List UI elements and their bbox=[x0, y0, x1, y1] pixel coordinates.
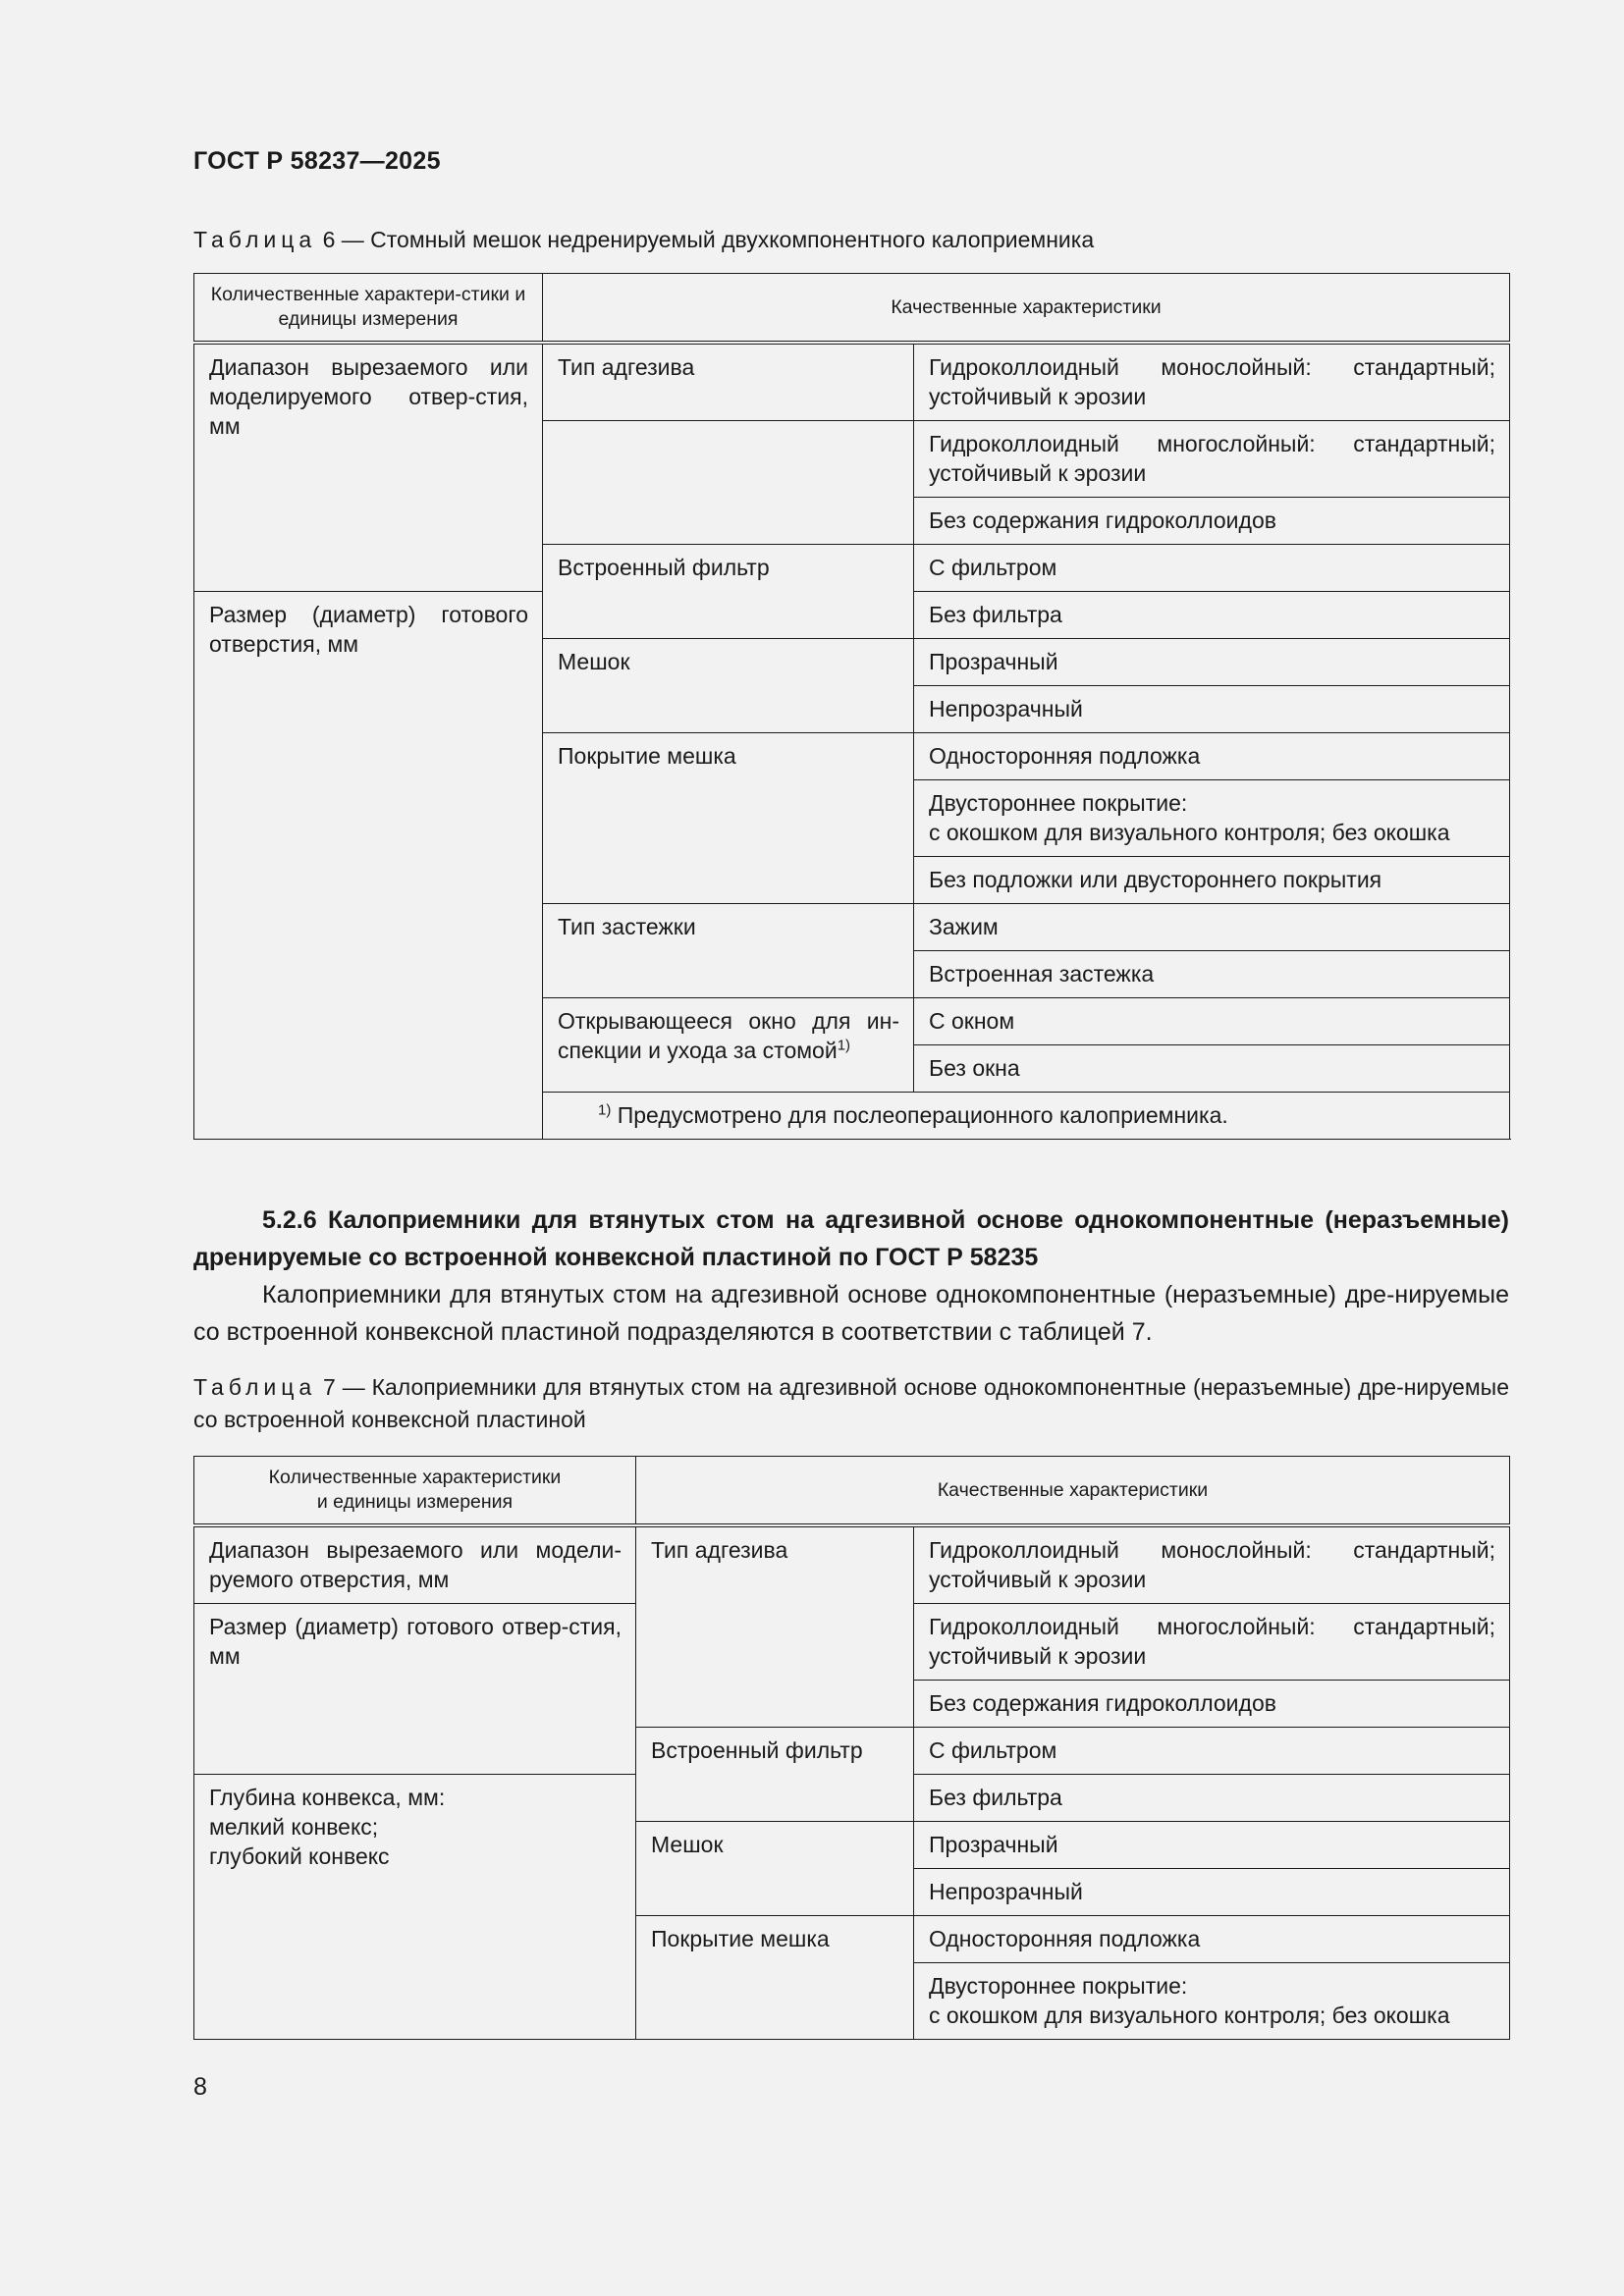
table-cell-cutout-range: Диапазон вырезаемого или модели-руемого отверстия, мм bbox=[194, 1525, 636, 1604]
section-heading: 5.2.6 Калоприемники для втянутых стом на адгезивной основе однокомпонентные (неразъемные) дренируемые со встроенной конвексной пластиной по ГОСТ Р 58235 bbox=[193, 1206, 1509, 1271]
document-header: ГОСТ Р 58237—2025 bbox=[193, 147, 441, 175]
table-cell-bag: Мешок bbox=[636, 1822, 914, 1916]
table-cell: Без содержания гидроколлоидов bbox=[914, 1681, 1510, 1728]
table-cell: Без содержания гидроколлоидов bbox=[914, 498, 1510, 545]
table-cell bbox=[914, 780, 1510, 857]
table-7 bbox=[193, 1456, 1510, 2040]
table-cell: Гидроколлоидный многослойный: стандартный; устойчивый к эрозии bbox=[914, 1604, 1510, 1681]
cell-line: Двустороннее покрытие: bbox=[929, 790, 1188, 816]
header-line: и единицы измерения bbox=[316, 1491, 514, 1513]
table-cell: Без подложки или двустороннего покрытия bbox=[914, 857, 1510, 904]
cell-line: с окошком для визуального контроля; без окошка bbox=[929, 2002, 1450, 2028]
section-5-2-6 bbox=[193, 1201, 1509, 1351]
header-quantitative: Количественные характери-стики и единицы измерения bbox=[194, 274, 543, 344]
header-quantitative bbox=[194, 1457, 636, 1526]
page-number: 8 bbox=[193, 2073, 207, 2101]
table-cell: Без фильтра bbox=[914, 592, 1510, 639]
table-cell-hole-size: Размер (диаметр) готового отвер-стия, мм bbox=[194, 1604, 636, 1775]
cell-line: Двустороннее покрытие: bbox=[929, 1973, 1188, 1999]
section-body: Калоприемники для втянутых стом на адгезивной основе однокомпонентные (неразъемные) дре-нируемые со встроенной конвексной пластиной подразделяются в соответствии с таблицей 7. bbox=[193, 1281, 1509, 1346]
table-header-row bbox=[194, 274, 1510, 344]
footnote-ref: 1) bbox=[837, 1037, 851, 1054]
header-qualitative: Качественные характеристики bbox=[543, 274, 1510, 344]
table-7-caption-text: 7 — Калоприемники для втянутых стом на адгезивной основе однокомпонентные (неразъемные) дре-нируемые со встроенной конвексной пластиной bbox=[193, 1374, 1509, 1432]
cell-line: с окошком для визуального контроля; без окошка bbox=[929, 820, 1450, 845]
footnote-mark: 1) bbox=[598, 1101, 612, 1119]
table-header-row bbox=[194, 1457, 1510, 1526]
table-cell: Прозрачный bbox=[914, 639, 1510, 686]
table-cell: Без окна bbox=[914, 1045, 1510, 1093]
table-cell: С фильтром bbox=[914, 545, 1510, 592]
cell-line: Глубина конвекса, мм: bbox=[209, 1785, 446, 1810]
table-6-caption bbox=[193, 224, 1509, 256]
table-cell-adhesive-type: Тип адгезива bbox=[543, 343, 914, 421]
table-6 bbox=[193, 273, 1510, 1140]
window-label: Открывающееся окно для ин-спекции и ухода за стомой bbox=[558, 1008, 899, 1063]
cell-line: глубокий конвекс bbox=[209, 1843, 390, 1869]
header-line: Количественные характеристики bbox=[268, 1467, 562, 1488]
table-cell: Гидроколлоидный монослойный: стандартный; устойчивый к эрозии bbox=[914, 343, 1510, 421]
table-cell: Односторонняя подложка bbox=[914, 1916, 1510, 1963]
table-row bbox=[194, 343, 1510, 421]
table-cell-bag-cover: Покрытие мешка bbox=[543, 733, 914, 904]
footnote-text: Предусмотрено для послеоперационного калоприемника. bbox=[611, 1102, 1228, 1128]
table-7-caption bbox=[193, 1371, 1509, 1436]
table-cell: С фильтром bbox=[914, 1728, 1510, 1775]
table-cell-hole-size: Размер (диаметр) готового отверстия, мм bbox=[194, 592, 543, 1140]
cell-line: мелкий конвекс; bbox=[209, 1814, 379, 1840]
table-cell-clasp-type: Тип застежки bbox=[543, 904, 914, 998]
table-cell-bag: Мешок bbox=[543, 639, 914, 733]
table-cell: Гидроколлоидный многослойный: стандартный; устойчивый к эрозии bbox=[914, 421, 1510, 498]
table-cell-empty bbox=[543, 421, 914, 545]
table-cell-inspection-window bbox=[543, 998, 914, 1093]
table-cell-builtin-filter: Встроенный фильтр bbox=[636, 1728, 914, 1822]
table-cell-adhesive-type: Тип адгезива bbox=[636, 1525, 914, 1728]
table-row bbox=[194, 1525, 1510, 1604]
table-6-caption-word: Таблица bbox=[193, 227, 317, 252]
table-7-caption-word: Таблица bbox=[193, 1374, 317, 1400]
table-cell-bag-cover: Покрытие мешка bbox=[636, 1916, 914, 2040]
table-cell: С окном bbox=[914, 998, 1510, 1045]
table-cell: Односторонняя подложка bbox=[914, 733, 1510, 780]
table-cell: Прозрачный bbox=[914, 1822, 1510, 1869]
table-cell-convex-depth bbox=[194, 1775, 636, 2040]
table-footnote bbox=[543, 1093, 1510, 1140]
table-cell: Непрозрачный bbox=[914, 1869, 1510, 1916]
table-cell: Непрозрачный bbox=[914, 686, 1510, 733]
table-cell: Гидроколлоидный монослойный: стандартный; устойчивый к эрозии bbox=[914, 1525, 1510, 1604]
header-qualitative: Качественные характеристики bbox=[636, 1457, 1510, 1526]
table-cell-cutout-range: Диапазон вырезаемого или моделируемого отвер-стия, мм bbox=[194, 343, 543, 592]
table-cell: Без фильтра bbox=[914, 1775, 1510, 1822]
table-6-caption-text: 6 — Стомный мешок недренируемый двухкомпонентного калоприемника bbox=[316, 227, 1095, 252]
table-cell bbox=[914, 1963, 1510, 2040]
table-cell: Зажим bbox=[914, 904, 1510, 951]
table-cell: Встроенная застежка bbox=[914, 951, 1510, 998]
table-cell-builtin-filter: Встроенный фильтр bbox=[543, 545, 914, 639]
